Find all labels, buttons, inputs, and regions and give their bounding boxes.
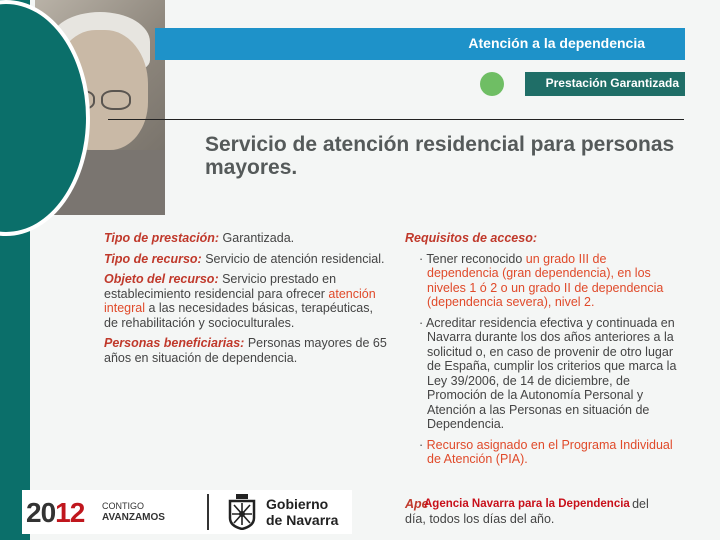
logo-2012: 2012 [26,497,85,528]
footer-logos [22,490,352,534]
left-column [104,231,389,371]
navarra-shield-icon [227,492,257,530]
logo-divider [207,494,209,530]
sub-banner [525,72,685,96]
title-divider [108,119,684,120]
green-circle-icon [480,72,504,96]
personas-beneficiarias: Personas beneficiarias: Personas mayores de 65 años en situación de dependencia. [104,336,387,365]
requisito-item: · Tener reconocido un grado III de dependencia (gran dependencia), en los niveles 1 ó 2 o un grado II de dependencia (dependencia severa), nivel 2. [419,251,664,309]
logo-slogan: CONTIGO AVANZAMOS [102,501,165,523]
top-banner [155,28,685,60]
apertura-truncated: Ape del día, todos los días del año. [405,497,649,526]
sub-banner-title: Prestación Garantizada [545,76,679,90]
tipo-prestacion: Tipo de prestación: Garantizada. [104,231,295,245]
tipo-recurso: Tipo de recurso: Servicio de atención residencial. [104,251,385,266]
agency-caption: Agencia Navarra para la Dependencia [424,498,630,510]
right-column [405,231,677,473]
gobierno-navarra-logo-text: Gobierno de Navarra [266,496,339,528]
requisito-item: · Recurso asignado en el Programa Individual de Atención (PIA). [419,437,673,466]
objeto-recurso: Objeto del recurso: Servicio prestado en establecimiento residencial para ofrecer atención integral a las necesidades básicas, terapéuticas, de rehabilitación y socioculturales. [104,272,376,330]
requisitos-heading: Requisitos de acceso: [405,231,537,245]
banner-title: Atención a la dependencia [468,35,645,51]
requisito-item: · Acreditar residencia efectiva y continuada en Navarra durante los dos años anteriores a la solicitud o, en caso de provenir de otro lugar de España, cumplir los criterios que marca la Ley 39/2006, de 14 de diciembre, de Promoción de la Autonomía Personal y Atención a las Personas en situación de Dependencia. [419,315,677,431]
page-title: Servicio de atención residencial para personas mayores. [205,133,675,179]
